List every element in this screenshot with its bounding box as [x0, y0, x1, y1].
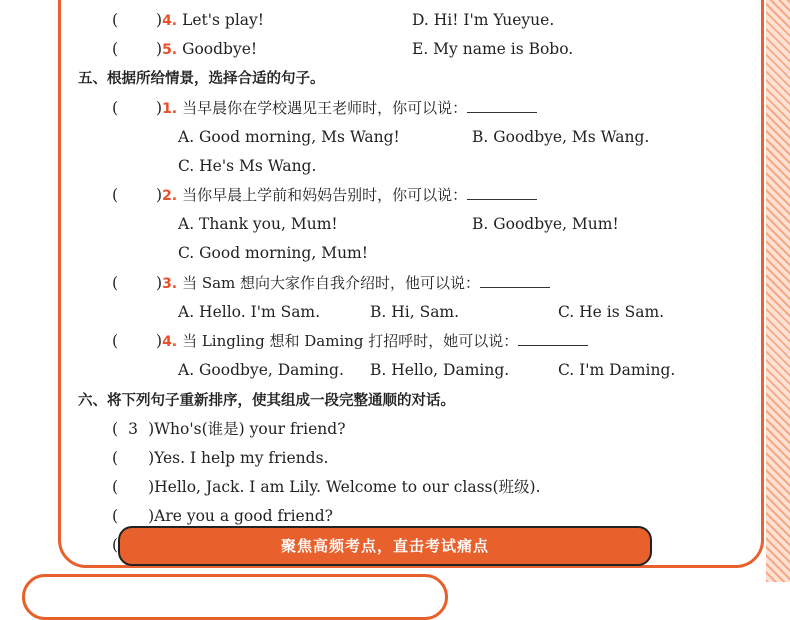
paren-close: ) — [156, 40, 163, 58]
next-card-edge — [22, 574, 448, 620]
answer-blank[interactable]: ( — [112, 99, 119, 117]
paren-close: ) — [156, 332, 163, 350]
dialogue-sentence: Yes. I help my friends. — [154, 449, 329, 467]
paren-close: ) — [156, 99, 163, 117]
paren-close: ) — [148, 507, 155, 525]
paren-open: ( — [112, 478, 119, 496]
option-c: C. Good morning, Mum! — [178, 244, 368, 262]
dialogue-sentence: Are you a good friend? — [154, 507, 333, 525]
paren-close: ) — [148, 420, 155, 438]
question-text: 当你早晨上学前和妈妈告别时，你可以说： — [182, 186, 468, 204]
matching-option: D. Hi! I'm Yueyue. — [412, 11, 555, 29]
fill-line[interactable] — [518, 331, 588, 346]
answer-blank[interactable]: ( — [112, 40, 119, 58]
option-a: A. Hello. I'm Sam. — [178, 303, 321, 321]
question-text: 当 Lingling 想和 Daming 打招呼时，她可以说： — [182, 332, 519, 350]
answer-blank[interactable]: ( — [112, 186, 119, 204]
question-number: 1. — [162, 101, 178, 117]
option-b: B. Goodbye, Mum! — [472, 215, 619, 233]
dialogue-sentence: Hello, Jack. I am Lily. Welcome to our class(班级). — [154, 478, 541, 496]
paren-close: ) — [156, 11, 163, 29]
question-number: 5. — [162, 42, 178, 58]
fill-line[interactable] — [480, 273, 550, 288]
ordering-row — [112, 506, 333, 526]
dialogue-sentence: Who's(谁是) your friend? — [154, 420, 346, 438]
question-row — [112, 185, 537, 206]
section-heading: 五、根据所给情景，选择合适的句子。 — [78, 71, 325, 87]
option-a: A. Goodbye, Daming. — [178, 361, 344, 379]
option-c: C. I'm Daming. — [558, 361, 676, 379]
paren-close: ) — [156, 274, 163, 292]
option-b: B. Hi, Sam. — [370, 303, 460, 321]
matching-text: Goodbye! — [182, 40, 258, 58]
option-b: B. Hello, Daming. — [370, 361, 510, 379]
option-c: C. He's Ms Wang. — [178, 157, 317, 175]
question-row — [112, 331, 588, 352]
option-a: A. Good morning, Ms Wang! — [178, 128, 400, 146]
ordering-row — [112, 477, 541, 497]
order-answer[interactable]: 3 — [128, 420, 138, 438]
decorative-stripe — [766, 0, 790, 582]
question-number: 4. — [162, 334, 178, 350]
matching-row — [112, 39, 257, 60]
ordering-row — [112, 419, 346, 439]
question-number: 4. — [162, 13, 178, 29]
option-a: A. Thank you, Mum! — [178, 215, 338, 233]
paren-open: ( — [112, 449, 119, 467]
fill-line[interactable] — [467, 98, 537, 113]
option-c: C. He is Sam. — [558, 303, 665, 321]
question-number: 2. — [162, 188, 178, 204]
promo-banner: 聚焦高频考点，直击考试痛点 — [118, 526, 652, 566]
section-heading: 六、将下列句子重新排序，使其组成一段完整通顺的对话。 — [78, 393, 455, 409]
question-number: 3. — [162, 276, 178, 292]
question-row — [112, 273, 550, 294]
answer-blank[interactable]: ( — [112, 332, 119, 350]
ordering-row — [112, 448, 328, 468]
fill-line[interactable] — [467, 185, 537, 200]
matching-text: Let's play! — [182, 11, 265, 29]
paren-open: ( — [112, 536, 119, 554]
option-b: B. Goodbye, Ms Wang. — [472, 128, 650, 146]
paren-close: ) — [156, 186, 163, 204]
matching-row — [112, 10, 264, 31]
matching-option: E. My name is Bobo. — [412, 40, 574, 58]
answer-blank[interactable]: ( — [112, 274, 119, 292]
question-text: 当早晨你在学校遇见王老师时，你可以说： — [182, 99, 468, 117]
paren-close: ) — [148, 478, 155, 496]
paren-open: ( — [112, 420, 119, 438]
question-row — [112, 98, 537, 119]
paren-close: ) — [148, 449, 155, 467]
paren-open: ( — [112, 507, 119, 525]
question-text: 当 Sam 想向大家作自我介绍时，他可以说： — [182, 274, 481, 292]
answer-blank[interactable]: ( — [112, 11, 119, 29]
